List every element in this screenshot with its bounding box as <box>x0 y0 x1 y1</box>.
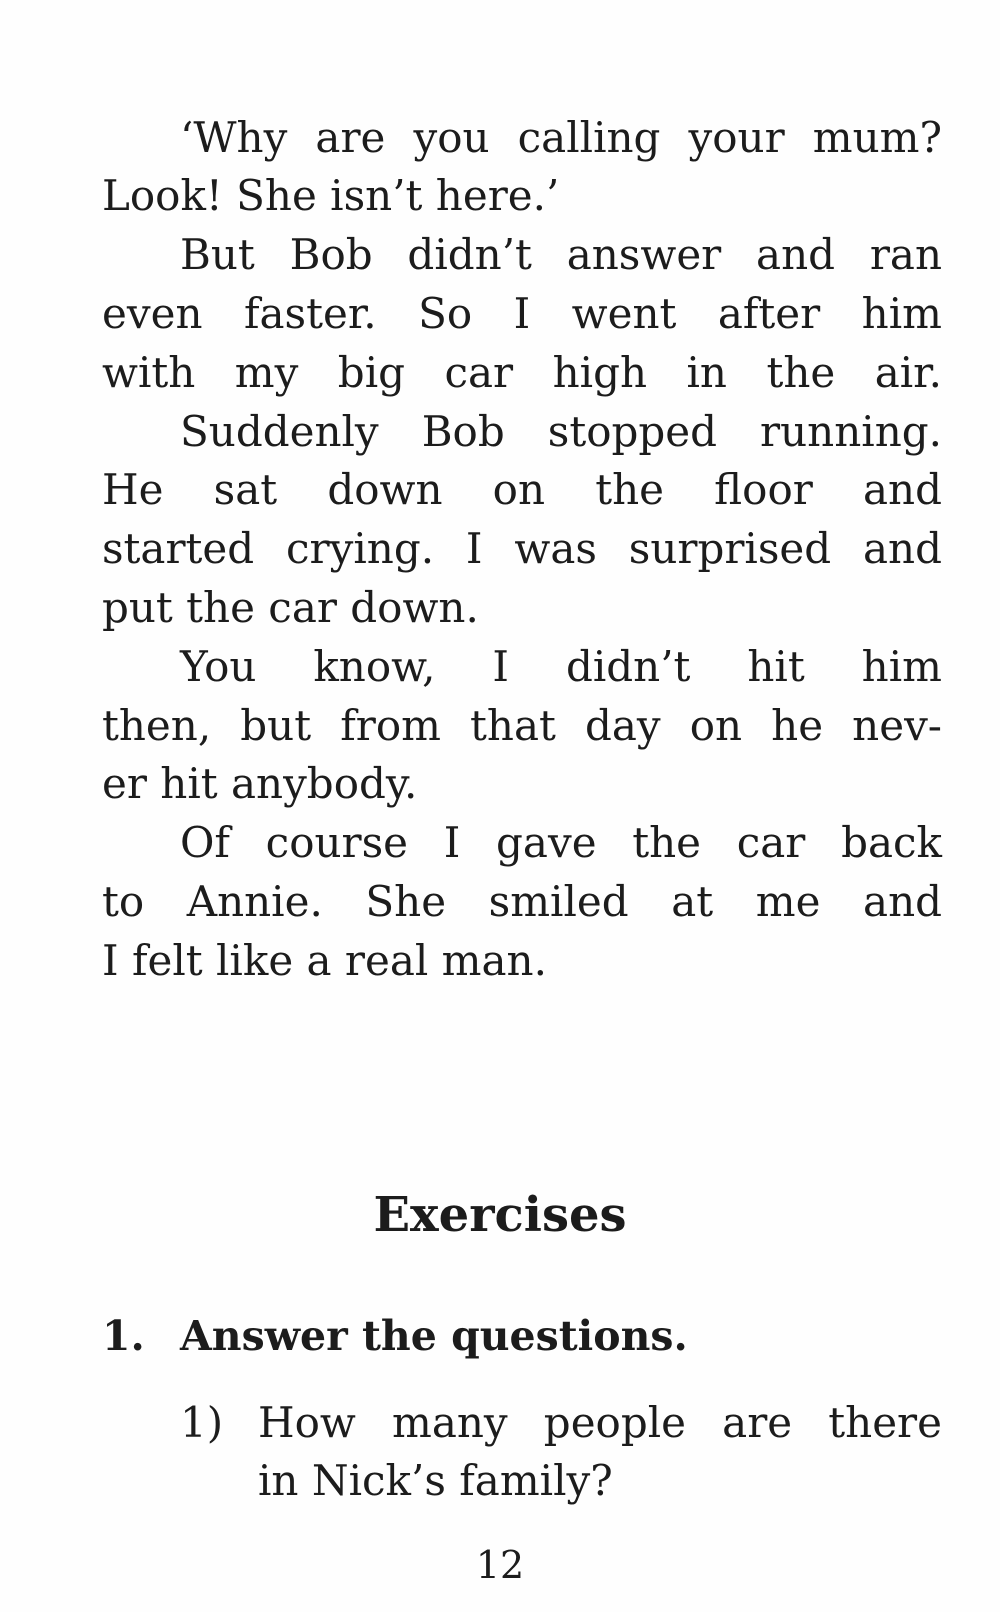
text-line: started crying. I was surprised and <box>102 524 942 573</box>
text-line: put the car down. <box>102 583 479 632</box>
text-line: Suddenly Bob stopped running. <box>180 407 942 456</box>
text-line: with my big car high in the air. <box>102 348 942 397</box>
text-line: ‘Why are you calling your mum? <box>180 113 942 162</box>
text-line: to Annie. She smiled at me and <box>102 877 942 926</box>
text-line: You know, I didn’t hit him <box>180 642 942 691</box>
task-number: 1. <box>102 1312 145 1360</box>
question-number: 1) <box>180 1398 224 1447</box>
question-line: in Nick’s family? <box>258 1456 613 1505</box>
text-line: er hit anybody. <box>102 759 418 808</box>
exercise-task <box>102 1308 688 1364</box>
text-line: then, but from that day on he nev- <box>102 701 942 750</box>
text-line: He sat down on the floor and <box>102 465 942 514</box>
text-line: I felt like a real man. <box>102 936 547 985</box>
exercises-heading: Exercises <box>373 1187 627 1243</box>
text-line: Look! She isn’t here.’ <box>102 171 560 220</box>
text-line: Of course I gave the car back <box>180 818 942 867</box>
task-title: Answer the questions. <box>180 1312 688 1360</box>
page-number: 12 <box>475 1543 525 1587</box>
text-line: even faster. So I went after him <box>102 289 942 338</box>
question-line: How many people are there <box>258 1398 942 1447</box>
text-line: But Bob didn’t answer and ran <box>180 230 942 279</box>
